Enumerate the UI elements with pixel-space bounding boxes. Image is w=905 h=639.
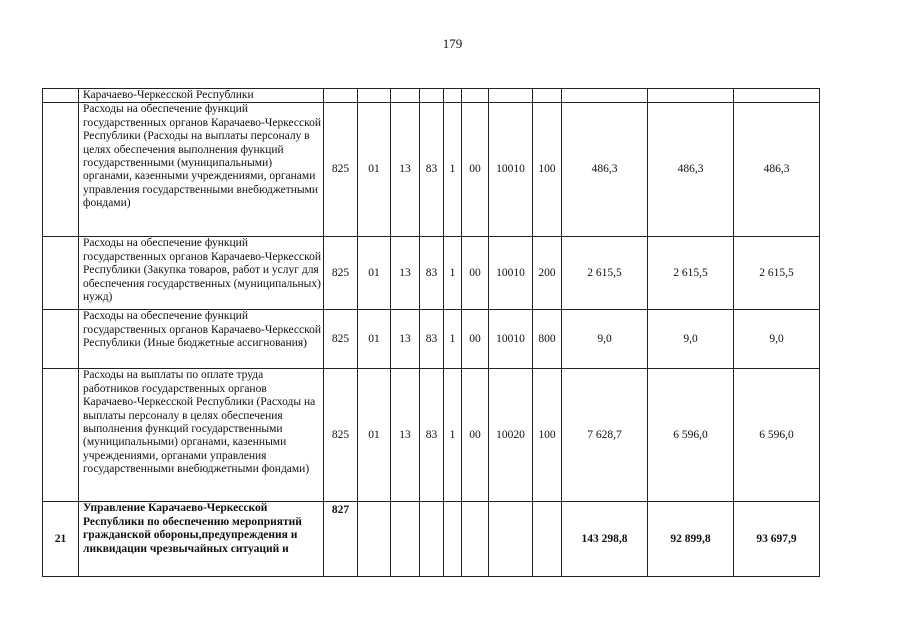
code-ministry: 825 (324, 369, 358, 502)
amount-year-3: 2 615,5 (734, 237, 820, 310)
code-ministry: 827 (324, 502, 358, 577)
code-subprogram: 1 (444, 237, 462, 310)
amount-year-3: 6 596,0 (734, 369, 820, 502)
amount-year-2 (648, 89, 734, 103)
amount-year-2: 9,0 (648, 310, 734, 369)
code-section: 01 (358, 237, 391, 310)
code-program (420, 89, 444, 103)
code-direction: 10010 (489, 310, 533, 369)
code-expense-type (533, 89, 562, 103)
code-ministry: 825 (324, 237, 358, 310)
code-subsection (391, 502, 420, 577)
table-row (43, 369, 820, 502)
code-program: 83 (420, 237, 444, 310)
code-direction (489, 89, 533, 103)
row-number (43, 103, 79, 237)
amount-year-3: 9,0 (734, 310, 820, 369)
code-expense-type: 800 (533, 310, 562, 369)
amount-year-2: 486,3 (648, 103, 734, 237)
table-row-total (43, 502, 820, 577)
row-number (43, 89, 79, 103)
code-expense-type: 100 (533, 369, 562, 502)
amount-year-1: 9,0 (562, 310, 648, 369)
row-number (43, 237, 79, 310)
code-event: 00 (462, 103, 489, 237)
code-program: 83 (420, 103, 444, 237)
code-expense-type: 100 (533, 103, 562, 237)
code-expense-type: 200 (533, 237, 562, 310)
code-ministry (324, 89, 358, 103)
amount-year-2: 2 615,5 (648, 237, 734, 310)
code-subprogram: 1 (444, 369, 462, 502)
row-number: 21 (43, 502, 79, 577)
page-number: 179 (442, 36, 463, 51)
code-expense-type (533, 502, 562, 577)
code-ministry: 825 (324, 310, 358, 369)
expense-name: Расходы на обеспечение функций государственных органов Карачаево-Черкесской Республики (Иные бюджетные ассигнования) (79, 310, 324, 369)
expense-name: Расходы на выплаты по оплате труда работников государственных органов Карачаево-Черкесской Республики (Расходы на выплаты персоналу в целях обеспечения выполнения функций государственными (муниципальными) органами, казенными учреждениями, органами управления государственными внебюджетными фондами) (79, 369, 324, 502)
expense-name: Карачаево-Черкесской Республики (79, 89, 324, 103)
code-section: 01 (358, 369, 391, 502)
code-direction: 10010 (489, 237, 533, 310)
code-program: 83 (420, 310, 444, 369)
code-subsection: 13 (391, 103, 420, 237)
amount-year-1: 7 628,7 (562, 369, 648, 502)
amount-year-3: 93 697,9 (734, 502, 820, 577)
expense-name: Расходы на обеспечение функций государственных органов Карачаево-Черкесской Республики (Закупка товаров, работ и услуг для обеспечения государственных (муниципальных) нужд) (79, 237, 324, 310)
row-number (43, 369, 79, 502)
expense-name: Управление Карачаево-Черкесской Республики по обеспечению мероприятий гражданской обороны,предупреждения и ликвидации чрезвычайных ситуаций и (79, 502, 324, 577)
amount-year-1 (562, 89, 648, 103)
code-subsection: 13 (391, 369, 420, 502)
code-program: 83 (420, 369, 444, 502)
row-number (43, 310, 79, 369)
code-subprogram: 1 (444, 310, 462, 369)
table-row (43, 89, 820, 103)
code-event: 00 (462, 310, 489, 369)
code-program (420, 502, 444, 577)
code-event: 00 (462, 237, 489, 310)
code-section (358, 89, 391, 103)
amount-year-3 (734, 89, 820, 103)
code-subsection: 13 (391, 310, 420, 369)
expense-name: Расходы на обеспечение функций государственных органов Карачаево-Черкесской Республики (Расходы на выплаты персоналу в целях обеспечения выполнения функций государственными (муниципальными) органами, казенными учреждениями, органами управления государственными внебюджетными фондами) (79, 103, 324, 237)
code-subprogram (444, 502, 462, 577)
code-subsection: 13 (391, 237, 420, 310)
amount-year-1: 2 615,5 (562, 237, 648, 310)
code-ministry: 825 (324, 103, 358, 237)
amount-year-1: 143 298,8 (562, 502, 648, 577)
code-section: 01 (358, 103, 391, 237)
code-section: 01 (358, 310, 391, 369)
table-row (43, 103, 820, 237)
code-direction: 10020 (489, 369, 533, 502)
code-event (462, 89, 489, 103)
amount-year-1: 486,3 (562, 103, 648, 237)
amount-year-3: 486,3 (734, 103, 820, 237)
code-section (358, 502, 391, 577)
amount-year-2: 6 596,0 (648, 369, 734, 502)
code-direction (489, 502, 533, 577)
code-event: 00 (462, 369, 489, 502)
table-row (43, 237, 820, 310)
code-direction: 10010 (489, 103, 533, 237)
table-row (43, 310, 820, 369)
code-subprogram: 1 (444, 103, 462, 237)
code-subsection (391, 89, 420, 103)
amount-year-2: 92 899,8 (648, 502, 734, 577)
budget-table (42, 88, 820, 577)
code-subprogram (444, 89, 462, 103)
code-event (462, 502, 489, 577)
